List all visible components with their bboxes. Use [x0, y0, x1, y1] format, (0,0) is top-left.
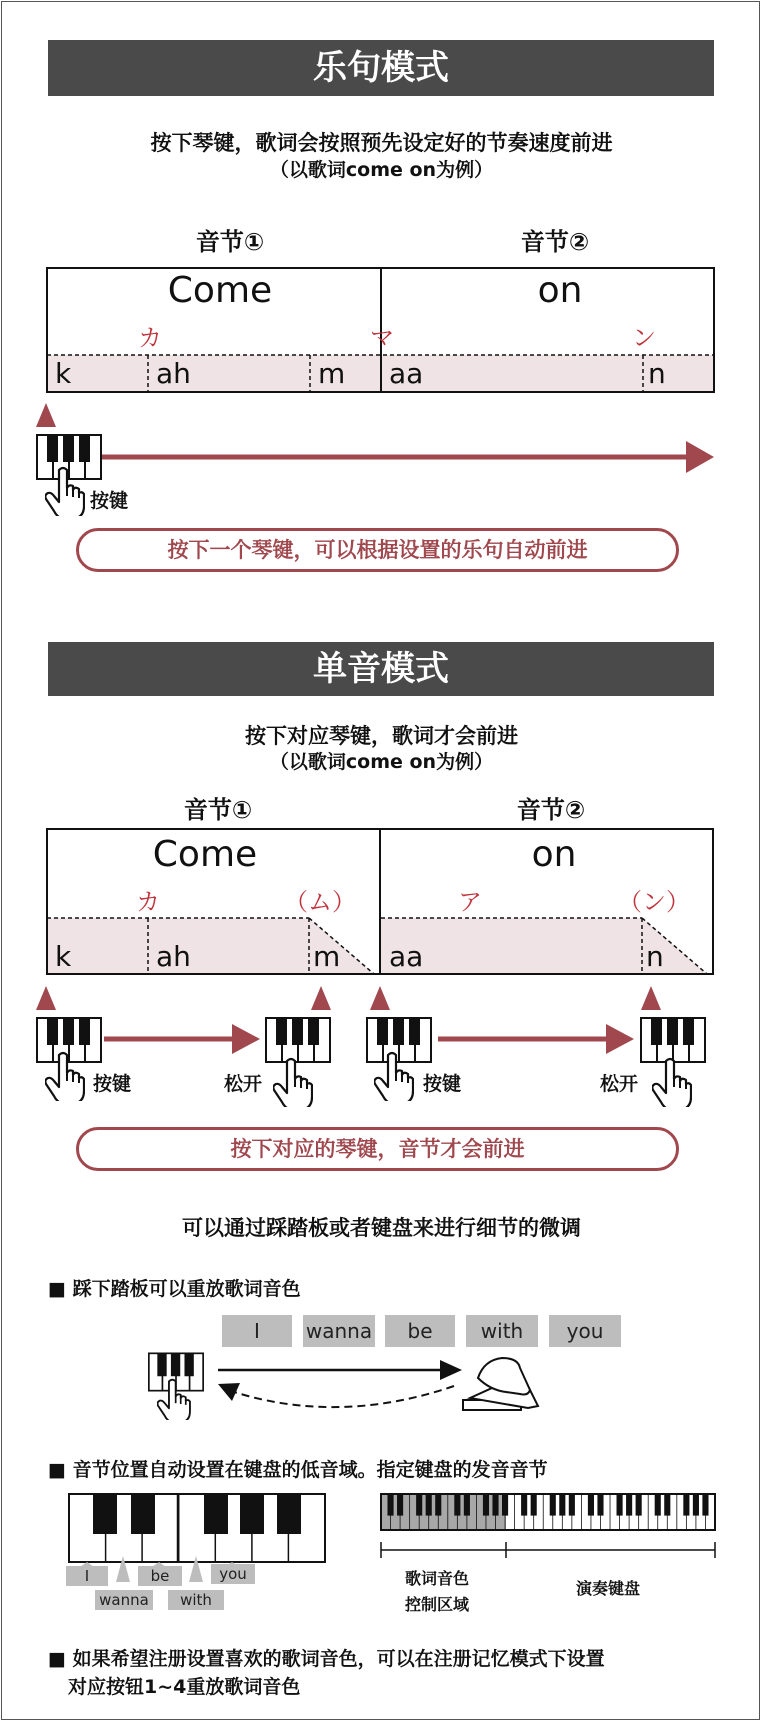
note-phoneme-m: m [313, 940, 341, 973]
note-phoneme-ah: ah [156, 940, 191, 973]
lyric-box-wanna: wanna [303, 1315, 375, 1347]
phrase-phoneme-n: n [648, 357, 666, 390]
fine-tune-heading: 可以通过踩踏板或者键盘来进行细节的微调 [182, 1216, 581, 1240]
lyrics-area-label-1: 歌词音色 [405, 1569, 470, 1588]
key-label-with: with [168, 1590, 224, 1610]
performance-keyboard-label: 演奏键盘 [576, 1579, 641, 1598]
phrase-word-on: on [537, 270, 583, 311]
phrase-phoneme-aa: aa [389, 357, 424, 390]
phrase-phoneme-k: k [55, 357, 72, 390]
phrase-kana-ma: マ [370, 324, 394, 352]
lyric-box-with: with [466, 1315, 538, 1347]
phrase-mode-note: 按下一个琴键，可以根据设置的乐句自动前进 [76, 528, 679, 572]
phrase-mode-title: 乐句模式 [48, 40, 714, 96]
note-kana-n: （ン） [618, 888, 690, 916]
note-kana-ka: カ [136, 888, 160, 916]
phrase-mode-example: （以歌词come on为例） [269, 159, 494, 181]
phrase-kana-n: ン [632, 324, 656, 352]
key-label-i: I [66, 1566, 108, 1586]
registration-bullet-line1: ■ 如果希望注册设置喜欢的歌词音色，可以在注册记忆模式下设置 [48, 1648, 605, 1670]
phrase-mode-desc: 按下琴键，歌词会按照预先设定好的节奏速度前进 [150, 131, 613, 155]
phrase-press-label: 按键 [90, 490, 129, 512]
phrase-kana-ka: カ [138, 324, 162, 352]
note-kana-a: ア [458, 888, 482, 916]
note-mode-note: 按下对应的琴键，音节才会前进 [76, 1127, 679, 1171]
lyric-box-you: you [549, 1315, 621, 1347]
note-release-label-1: 松开 [224, 1073, 263, 1095]
note-release-label-2: 松开 [600, 1073, 639, 1095]
note-mode-example: （以歌词come on为例） [269, 751, 494, 773]
lyric-box-i: I [222, 1315, 292, 1347]
note-press-label-2: 按键 [423, 1073, 462, 1095]
key-label-wanna: wanna [95, 1590, 153, 1610]
note-word-come: Come [152, 834, 258, 875]
lyrics-area-label-2: 控制区域 [405, 1595, 470, 1614]
note-mode-desc: 按下对应琴键，歌词才会前进 [245, 724, 518, 748]
phrase-phoneme-m: m [318, 357, 346, 390]
note-phoneme-k: k [55, 940, 72, 973]
lyric-box-be: be [385, 1315, 455, 1347]
pedal-replay-bullet: ■ 踩下踏板可以重放歌词音色 [48, 1278, 301, 1300]
note-kana-mu: （ム） [284, 888, 356, 916]
registration-bullet-line2: 对应按钮1~4重放歌词音色 [68, 1676, 301, 1698]
phrase-syllable-2-label: 音节② [520, 228, 590, 256]
note-word-on: on [531, 834, 577, 875]
syllable-position-bullet: ■ 音节位置自动设置在键盘的低音域。指定键盘的发音音节 [48, 1459, 548, 1481]
note-syllable-2-label: 音节② [516, 796, 586, 824]
key-label-be: be [138, 1566, 182, 1586]
note-phoneme-aa: aa [389, 940, 424, 973]
note-mode-title: 单音模式 [48, 642, 714, 696]
phrase-syllable-1-label: 音节① [195, 228, 265, 256]
note-phoneme-n: n [646, 940, 664, 973]
note-syllable-1-label: 音节① [183, 796, 253, 824]
phrase-word-come: Come [167, 270, 273, 311]
note-press-label-1: 按键 [93, 1073, 132, 1095]
key-label-you: you [211, 1564, 255, 1584]
phrase-phoneme-ah: ah [156, 357, 191, 390]
